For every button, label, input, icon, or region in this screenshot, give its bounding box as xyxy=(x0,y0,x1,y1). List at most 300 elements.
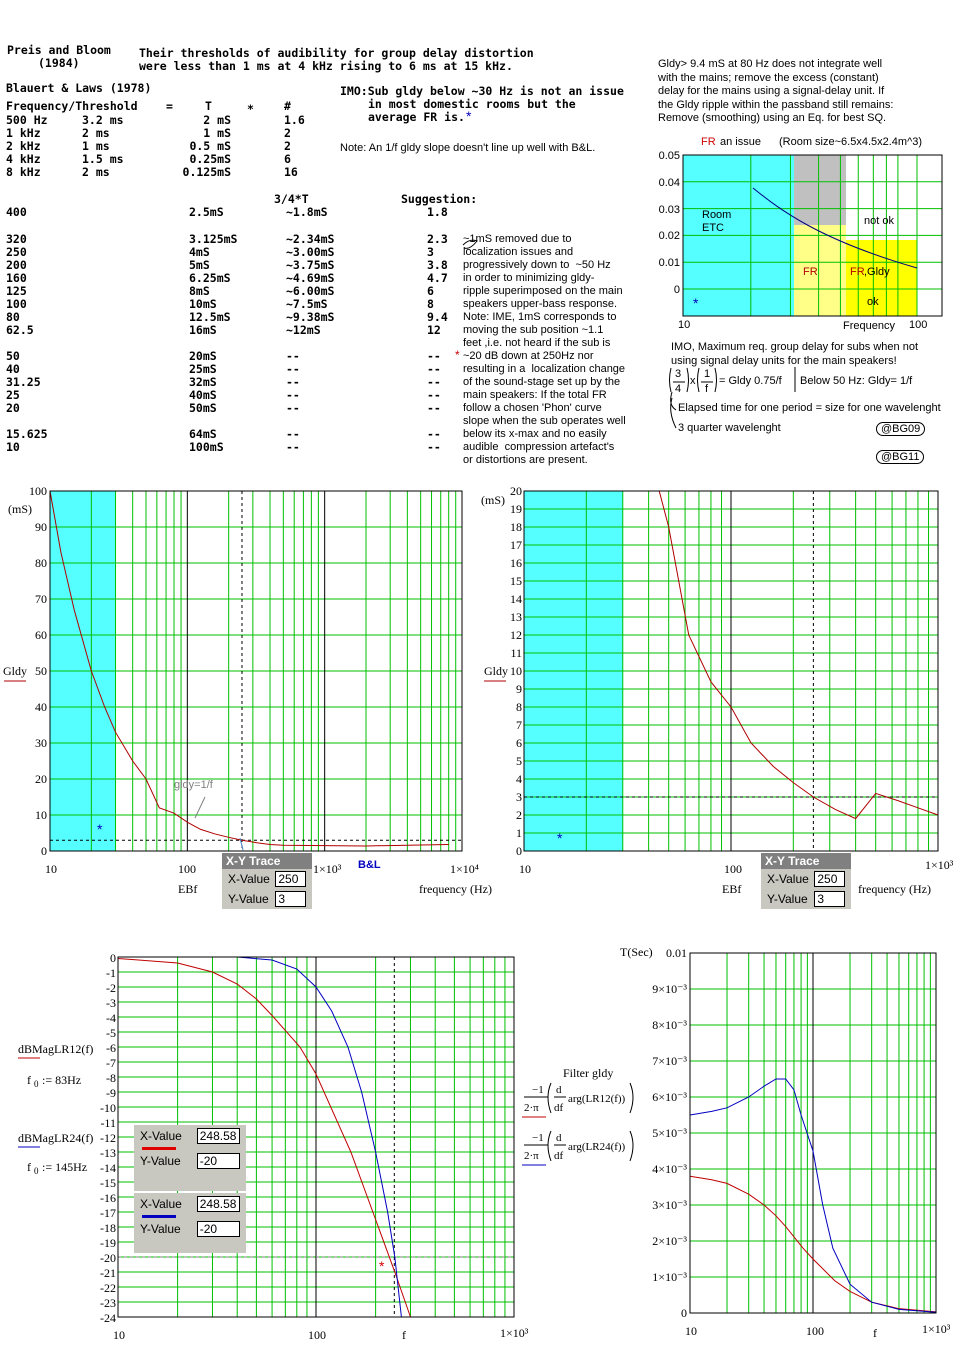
ytick: 6×10⁻³ xyxy=(652,1090,687,1104)
t2-period: 10mS xyxy=(189,297,217,311)
ytick: -13 xyxy=(100,1146,116,1160)
ytick: 4×10⁻³ xyxy=(652,1162,687,1176)
t2-period: 16mS xyxy=(189,323,217,337)
col-star-header: * xyxy=(247,102,254,116)
col-t-header: T xyxy=(205,99,212,113)
bl-threshold: 2 ms xyxy=(82,126,110,140)
t2-freq: 200 xyxy=(6,258,27,272)
t2-freq: 100 xyxy=(6,297,27,311)
t2-freq: 15.625 xyxy=(6,427,48,441)
t2-three-quarter: -- xyxy=(286,440,300,454)
t2-three-quarter: -- xyxy=(286,388,300,402)
xtick: 100 xyxy=(806,1324,824,1338)
xtick: 1×10³ xyxy=(313,862,342,876)
chart-star: * xyxy=(557,830,563,846)
trace-title: X-Y Trace xyxy=(222,853,312,869)
bl-period: 0.5 mS xyxy=(189,139,231,153)
bg09-badge: @BG09 xyxy=(876,422,925,436)
ytick: 0 xyxy=(681,1306,687,1320)
trace-y-label: Y-Value xyxy=(140,1154,181,1168)
formula-df: df xyxy=(554,1150,564,1162)
t2-freq: 80 xyxy=(6,310,20,324)
bl-threshold: 1.5 ms xyxy=(82,152,124,166)
t2-suggestion: -- xyxy=(427,440,441,454)
t2-three-quarter: ~3.00mS xyxy=(286,245,335,259)
t2-period: 12.5mS xyxy=(189,310,231,324)
t2-suggestion: 9.4 xyxy=(427,310,448,324)
small-ytick: 0.03 xyxy=(658,203,680,216)
blauert-title: Blauert & Laws (1978) xyxy=(6,81,152,95)
ytick: 20 xyxy=(35,772,47,786)
fr-region xyxy=(794,225,846,316)
small-x-label: Frequency xyxy=(843,320,895,332)
formula-paren2 xyxy=(687,368,689,392)
middle-note-line: Note: IME, 1mS corresponds to xyxy=(463,311,617,323)
ytick: -7 xyxy=(106,1056,116,1070)
ytick: -16 xyxy=(100,1191,116,1205)
not-ok-region xyxy=(794,155,846,225)
t2-freq: 160 xyxy=(6,271,27,285)
middle-note-line: main speakers: If the total FR xyxy=(463,389,607,401)
bl-freq: 1 kHz xyxy=(6,126,41,140)
ytick: 0 xyxy=(41,844,47,858)
bl-freq: 4 kHz xyxy=(6,152,41,166)
ytick: -22 xyxy=(100,1281,116,1295)
preis-year: (1984) xyxy=(38,56,80,70)
t2-suggestion: 3 xyxy=(427,245,434,259)
xlabel-right: frequency (Hz) xyxy=(419,882,492,896)
t2-three-quarter: -- xyxy=(286,401,300,415)
t2-suggestion: -- xyxy=(427,349,441,363)
ytick: 0 xyxy=(110,951,116,965)
ytick: 2×10⁻³ xyxy=(652,1234,687,1248)
bl-period: 0.125mS xyxy=(182,165,231,179)
ytick: -15 xyxy=(100,1176,116,1190)
xlabel-right: frequency (Hz) xyxy=(858,882,931,896)
formula-df: df xyxy=(554,1102,564,1114)
ytick: -21 xyxy=(100,1266,116,1280)
right-note-line: Remove (smoothing) using an Eq. for best SQ. xyxy=(658,112,887,124)
ytick: 1×10⁻³ xyxy=(652,1270,687,1284)
trace-title: X-Y Trace xyxy=(761,853,851,869)
imo-line3: average FR is. xyxy=(368,110,465,124)
ylabel: T(Sec) xyxy=(620,945,653,959)
ytick: -4 xyxy=(106,1011,116,1025)
ytick: 8×10⁻³ xyxy=(652,1018,687,1032)
lr24-f0-value: := 145Hz xyxy=(42,1160,88,1174)
bl-period: 0.25mS xyxy=(189,152,231,166)
small-ytick: 0.05 xyxy=(658,150,680,162)
filter-gldy-label: Filter gldy xyxy=(563,1066,614,1080)
imo-star: * xyxy=(466,108,472,124)
ytick: -11 xyxy=(100,1116,116,1130)
ytick: -14 xyxy=(100,1161,116,1175)
middle-note-line: feet ,i.e. not heard if the sub is xyxy=(463,337,611,349)
ytick: 5×10⁻³ xyxy=(652,1126,687,1140)
formula-paren3 xyxy=(698,368,700,392)
bl-ratio: 16 xyxy=(284,165,298,179)
lr12-label: dBMagLR12(f) xyxy=(18,1042,94,1056)
ytick: 3 xyxy=(516,790,522,804)
ytick: 13 xyxy=(510,610,522,624)
t2-suggestion: -- xyxy=(427,401,441,415)
ytick: -24 xyxy=(100,1311,116,1325)
t2-period: 8mS xyxy=(189,284,210,298)
trace-y-label: Y-Value xyxy=(767,892,808,906)
middle-star: * xyxy=(455,348,460,362)
ytick: 14 xyxy=(510,592,522,606)
ytick: 20 xyxy=(510,484,522,498)
small-chart-room-size: (Room size~6.5x4.5x2.4m^3) xyxy=(779,136,923,148)
trace-y-value[interactable]: 3 xyxy=(814,891,845,907)
t2-three-quarter: -- xyxy=(286,427,300,441)
middle-note-line: below its x-max and no easily xyxy=(463,428,607,440)
ytick: -12 xyxy=(100,1131,116,1145)
ytick: 9 xyxy=(516,682,522,696)
trace-panel-lr12[interactable] xyxy=(134,1125,246,1191)
formula-times: x xyxy=(690,375,696,387)
ytick: -1 xyxy=(106,966,116,980)
chart-star: * xyxy=(97,821,103,837)
ytick: -10 xyxy=(100,1101,116,1115)
t2-period: 2.5mS xyxy=(189,205,224,219)
middle-note-line: resulting in a localization change xyxy=(463,363,626,375)
t2-freq: 62.5 xyxy=(6,323,34,337)
middle-note-line: of the sound-stage set up by the xyxy=(463,376,621,388)
lr12-f0-value: := 83Hz xyxy=(42,1073,82,1087)
t2-three-quarter: ~7.5mS xyxy=(286,297,328,311)
bl-period: 1 mS xyxy=(203,126,231,140)
ytick: 10 xyxy=(35,808,47,822)
imo-box-line1: IMO, Maximum req. group delay for subs when not xyxy=(671,341,918,353)
t2-three-quarter: ~4.69mS xyxy=(286,271,335,285)
bl-freq: 2 kHz xyxy=(6,139,41,153)
t2-suggestion: 6 xyxy=(427,284,434,298)
xtick: 100 xyxy=(724,862,742,876)
small-x-left: 10 xyxy=(678,319,691,331)
lr24-label: dBMagLR24(f) xyxy=(18,1131,94,1145)
ytick: 16 xyxy=(510,556,522,570)
t2-suggestion: -- xyxy=(427,375,441,389)
imo-box-line2: using signal delay units for the main speakers! xyxy=(671,355,897,367)
small-ytick: 0.02 xyxy=(658,230,680,243)
ytick: 6 xyxy=(516,736,522,750)
trace-panel-left[interactable] xyxy=(222,853,312,909)
trace-x-value[interactable]: 248.58 xyxy=(197,1128,240,1144)
bl-threshold: 1 ms xyxy=(82,139,110,153)
t2-period: 64mS xyxy=(189,427,217,441)
t2-suggestion: 12 xyxy=(427,323,441,337)
xtick: 100 xyxy=(178,862,196,876)
ytick: 60 xyxy=(35,628,47,642)
lr12-f0: f xyxy=(27,1073,31,1087)
ytick: 4 xyxy=(516,772,522,786)
formula-paren4 xyxy=(715,368,717,392)
fr-gldy-label-gldy: ,Gldy xyxy=(864,266,890,278)
col-eq-header: = xyxy=(166,99,173,113)
ytick: 12 xyxy=(510,628,522,642)
ylabel: Gldy xyxy=(3,664,27,678)
t2-suggestion: 8 xyxy=(427,297,434,311)
small-ytick: 0.01 xyxy=(658,257,680,270)
formula-den2: f xyxy=(705,383,709,395)
formula-arg: arg(LR12(f)) xyxy=(568,1093,626,1105)
small-ytick: 0 xyxy=(673,284,680,296)
yunit: (mS) xyxy=(8,502,32,516)
ytick: 2 xyxy=(516,808,522,822)
col-hash-header: # xyxy=(284,99,291,113)
middle-note-line: speakers upper-bass response. xyxy=(463,298,618,310)
bl-ratio: 1.6 xyxy=(284,113,305,127)
ytick: -9 xyxy=(106,1086,116,1100)
ytick: -3 xyxy=(106,996,116,1010)
formula-den1: 4 xyxy=(675,383,682,395)
suggestion-header: Suggestion: xyxy=(401,192,478,206)
ytick: 50 xyxy=(35,664,47,678)
formula-bracket2 xyxy=(671,398,676,428)
room-label: Room xyxy=(702,209,732,221)
t2-freq: 400 xyxy=(6,205,27,219)
ylabel: Gldy xyxy=(484,664,508,678)
t2-suggestion: -- xyxy=(427,388,441,402)
t2-suggestion: 3.8 xyxy=(427,258,448,272)
lr24-f0: f xyxy=(27,1160,31,1174)
xtick: 1×10³ xyxy=(922,1322,951,1336)
ytick: 19 xyxy=(510,502,522,516)
ytick: -2 xyxy=(106,981,116,995)
trace-panel-right[interactable] xyxy=(761,853,851,909)
trace-y-value[interactable]: -20 xyxy=(197,1153,240,1169)
small-chart-fr-label: FR xyxy=(701,136,716,148)
t2-period: 25mS xyxy=(189,362,217,376)
xlabel-left: EBf xyxy=(722,882,742,896)
imo-line1: IMO:Sub gldy below ~30 Hz is not an issue xyxy=(340,84,624,98)
trace-x-label: X-Value xyxy=(767,872,809,886)
trace-y-label: Y-Value xyxy=(140,1222,181,1236)
trace-panel-lr24[interactable] xyxy=(134,1193,246,1253)
small-ytick: 0.04 xyxy=(658,176,680,189)
fr-gldy-region xyxy=(846,240,917,316)
middle-note-line: progressively down to ~50 Hz xyxy=(463,259,611,271)
middle-note-line: localization issues and xyxy=(463,246,574,258)
t2-three-quarter: ~9.38mS xyxy=(286,310,335,324)
not-ok-label: not ok xyxy=(864,215,894,227)
t2-freq: 50 xyxy=(6,349,20,363)
ytick: 15 xyxy=(510,574,522,588)
trace-y-value[interactable]: 3 xyxy=(275,891,306,907)
trace-x-label: X-Value xyxy=(140,1197,182,1211)
ytick: 90 xyxy=(35,520,47,534)
ytick: -5 xyxy=(106,1026,116,1040)
t2-period: 50mS xyxy=(189,401,217,415)
t2-freq: 10 xyxy=(6,440,20,454)
formula-num2: 1 xyxy=(704,368,711,380)
formula-arg: arg(LR24(f)) xyxy=(568,1141,626,1153)
bl-threshold: 2 ms xyxy=(82,165,110,179)
middle-note-line: moving the sub position ~1.1 xyxy=(463,324,604,336)
formula-num: −1 xyxy=(532,1084,544,1096)
t2-period: 20mS xyxy=(189,349,217,363)
middle-note-line: follow a chosen 'Phon' curve xyxy=(463,402,602,414)
trace-x-value[interactable]: 248.58 xyxy=(197,1196,240,1212)
middle-note-line: or distortions are present. xyxy=(463,454,588,466)
t2-period: 32mS xyxy=(189,375,217,389)
ytick: 7 xyxy=(516,718,522,732)
small-chart-star: * xyxy=(693,295,699,311)
trace-x-value[interactable]: 250 xyxy=(275,871,306,887)
ytick: 18 xyxy=(510,520,522,534)
t2-suggestion: -- xyxy=(427,362,441,376)
t2-freq: 320 xyxy=(6,232,27,246)
t2-period: 4mS xyxy=(189,245,210,259)
formula-num1: 3 xyxy=(675,368,682,380)
t2-three-quarter: ~6.00mS xyxy=(286,284,335,298)
ytick: -19 xyxy=(100,1236,116,1250)
imo-line2: in most domestic rooms but the xyxy=(368,97,576,111)
ytick: 3×10⁻³ xyxy=(652,1198,687,1212)
formula-d: d xyxy=(556,1132,562,1144)
ytick: 70 xyxy=(35,592,47,606)
thresholds-line1: Their thresholds of audibility for group delay distortion xyxy=(139,46,534,60)
xtick: 1×10³ xyxy=(500,1326,529,1340)
etc-label: ETC xyxy=(702,222,724,234)
right-note-line: Gldy> 9.4 mS at 80 Hz does not integrate well xyxy=(658,58,883,70)
bl-ratio: 2 xyxy=(284,139,291,153)
t2-freq: 250 xyxy=(6,245,27,259)
trace-x-label: X-Value xyxy=(140,1129,182,1143)
t2-three-quarter: ~1.8mS xyxy=(286,205,328,219)
right-note-line: delay for the mains using a signal-delay unit. If xyxy=(658,85,885,97)
ytick: 11 xyxy=(510,646,522,660)
bl-label: B&L xyxy=(358,859,381,871)
ytick: 0.01 xyxy=(666,946,687,960)
middle-note-line: ~20 dB down at 250Hz nor xyxy=(463,350,594,362)
formula-d: d xyxy=(556,1084,562,1096)
t2-freq: 25 xyxy=(6,388,20,402)
ytick: -6 xyxy=(106,1041,116,1055)
ytick: -23 xyxy=(100,1296,116,1310)
right-note-line: the Gldy ripple within the passband still remains: xyxy=(658,98,894,111)
bl-ratio: 6 xyxy=(284,152,291,166)
chart-filter-gldy xyxy=(690,953,936,1313)
chart-gldy-right xyxy=(524,491,938,851)
gldy-label: gldy=1/f xyxy=(174,779,213,791)
formula-below: Below 50 Hz: Gldy= 1/f xyxy=(800,375,913,387)
bg11-badge: @BG11 xyxy=(876,450,924,464)
trace-x-label: X-Value xyxy=(228,872,270,886)
ok-label: ok xyxy=(867,296,879,308)
t2-period: 5mS xyxy=(189,258,210,272)
bl-freq: 8 kHz xyxy=(6,165,41,179)
trace-x-value[interactable]: 250 xyxy=(814,871,845,887)
ytick: 1 xyxy=(516,826,522,840)
xlabel-left: EBf xyxy=(178,882,198,896)
ytick: 5 xyxy=(516,754,522,768)
lr12-f0-sub: 0 xyxy=(34,1079,39,1089)
xtick: 1×10³ xyxy=(925,858,954,872)
fr-gldy-label-fr: FR xyxy=(850,266,865,278)
t2-freq: 40 xyxy=(6,362,20,376)
ytick: -20 xyxy=(100,1251,116,1265)
ytick: 100 xyxy=(29,484,47,498)
small-chart-issue-label: an issue xyxy=(720,136,761,148)
bl-period: 2 mS xyxy=(203,113,231,127)
t2-suggestion: 2.3 xyxy=(427,232,448,246)
ytick: -8 xyxy=(106,1071,116,1085)
t2-three-quarter: ~12mS xyxy=(286,323,321,337)
small-chart xyxy=(683,155,942,316)
t2-three-quarter: ~2.34mS xyxy=(286,232,335,246)
bl-freq: 500 Hz xyxy=(6,113,48,127)
ytick: -17 xyxy=(100,1206,116,1220)
xtick: 100 xyxy=(308,1328,326,1342)
ytick: 8 xyxy=(516,700,522,714)
ytick: 10 xyxy=(510,664,522,678)
ytick: -18 xyxy=(100,1221,116,1235)
middle-note-line: audible compression artefact's xyxy=(463,441,615,453)
t2-three-quarter: -- xyxy=(286,362,300,376)
ytick: 0 xyxy=(516,844,522,858)
thresholds-line2: were less than 1 ms at 4 kHz rising to 6 ms at 15 kHz. xyxy=(139,59,513,73)
xtick: 10 xyxy=(45,862,57,876)
t2-period: 6.25mS xyxy=(189,271,231,285)
formula-den: 2·π xyxy=(524,1150,539,1162)
t2-freq: 20 xyxy=(6,401,20,415)
t2-three-quarter: -- xyxy=(286,349,300,363)
t2-suggestion: 1.8 xyxy=(427,205,448,219)
t2-three-quarter: ~3.75mS xyxy=(286,258,335,272)
t2-three-quarter: -- xyxy=(286,375,300,389)
fr-region-label: FR xyxy=(803,266,818,278)
xtick: 10 xyxy=(113,1328,125,1342)
t2-period: 40mS xyxy=(189,388,217,402)
lr24-f0-sub: 0 xyxy=(34,1166,39,1176)
ytick: 17 xyxy=(510,538,522,552)
three-quarter-header: 3/4*T xyxy=(274,192,309,206)
t2-suggestion: -- xyxy=(427,427,441,441)
middle-note-line: in order to minimizing gldy- xyxy=(463,272,595,284)
xtick: 1×10⁴ xyxy=(450,862,479,876)
t2-period: 3.125mS xyxy=(189,232,238,246)
three-quarter-note: 3 quarter wavelenght xyxy=(678,422,781,434)
xtick: 10 xyxy=(685,1324,697,1338)
crossover-star: * xyxy=(379,1258,385,1274)
xtick: f xyxy=(873,1326,877,1340)
middle-note-line: ~1mS removed due to xyxy=(463,233,572,245)
elapsed-note: Elapsed time for one period = size for one wavelenght xyxy=(678,402,941,414)
ytick: 30 xyxy=(35,736,47,750)
ytick: 40 xyxy=(35,700,47,714)
t2-freq: 125 xyxy=(6,284,27,298)
trace-y-value[interactable]: -20 xyxy=(197,1221,240,1237)
formula-num: −1 xyxy=(532,1132,544,1144)
trace-y-label: Y-Value xyxy=(228,892,269,906)
formula-eq: = Gldy 0.75/f xyxy=(719,375,782,387)
right-note-line: with the mains; remove the excess (constant) xyxy=(658,71,879,84)
yunit: (mS) xyxy=(481,493,505,507)
note-1f-slope: Note: An 1/f gldy slope doesn't line up well with B&L. xyxy=(340,142,596,154)
formula-den: 2·π xyxy=(524,1102,539,1114)
t2-suggestion: 4.7 xyxy=(427,271,448,285)
t2-freq: 31.25 xyxy=(6,375,41,389)
formula-paren1 xyxy=(670,368,672,392)
ytick: 80 xyxy=(35,556,47,570)
ytick: 7×10⁻³ xyxy=(652,1054,687,1068)
xtick: 10 xyxy=(519,862,531,876)
t2-period: 100mS xyxy=(189,440,224,454)
col-freq-header: Frequency/Threshold xyxy=(6,99,138,113)
small-x-right: 100 xyxy=(909,319,928,331)
